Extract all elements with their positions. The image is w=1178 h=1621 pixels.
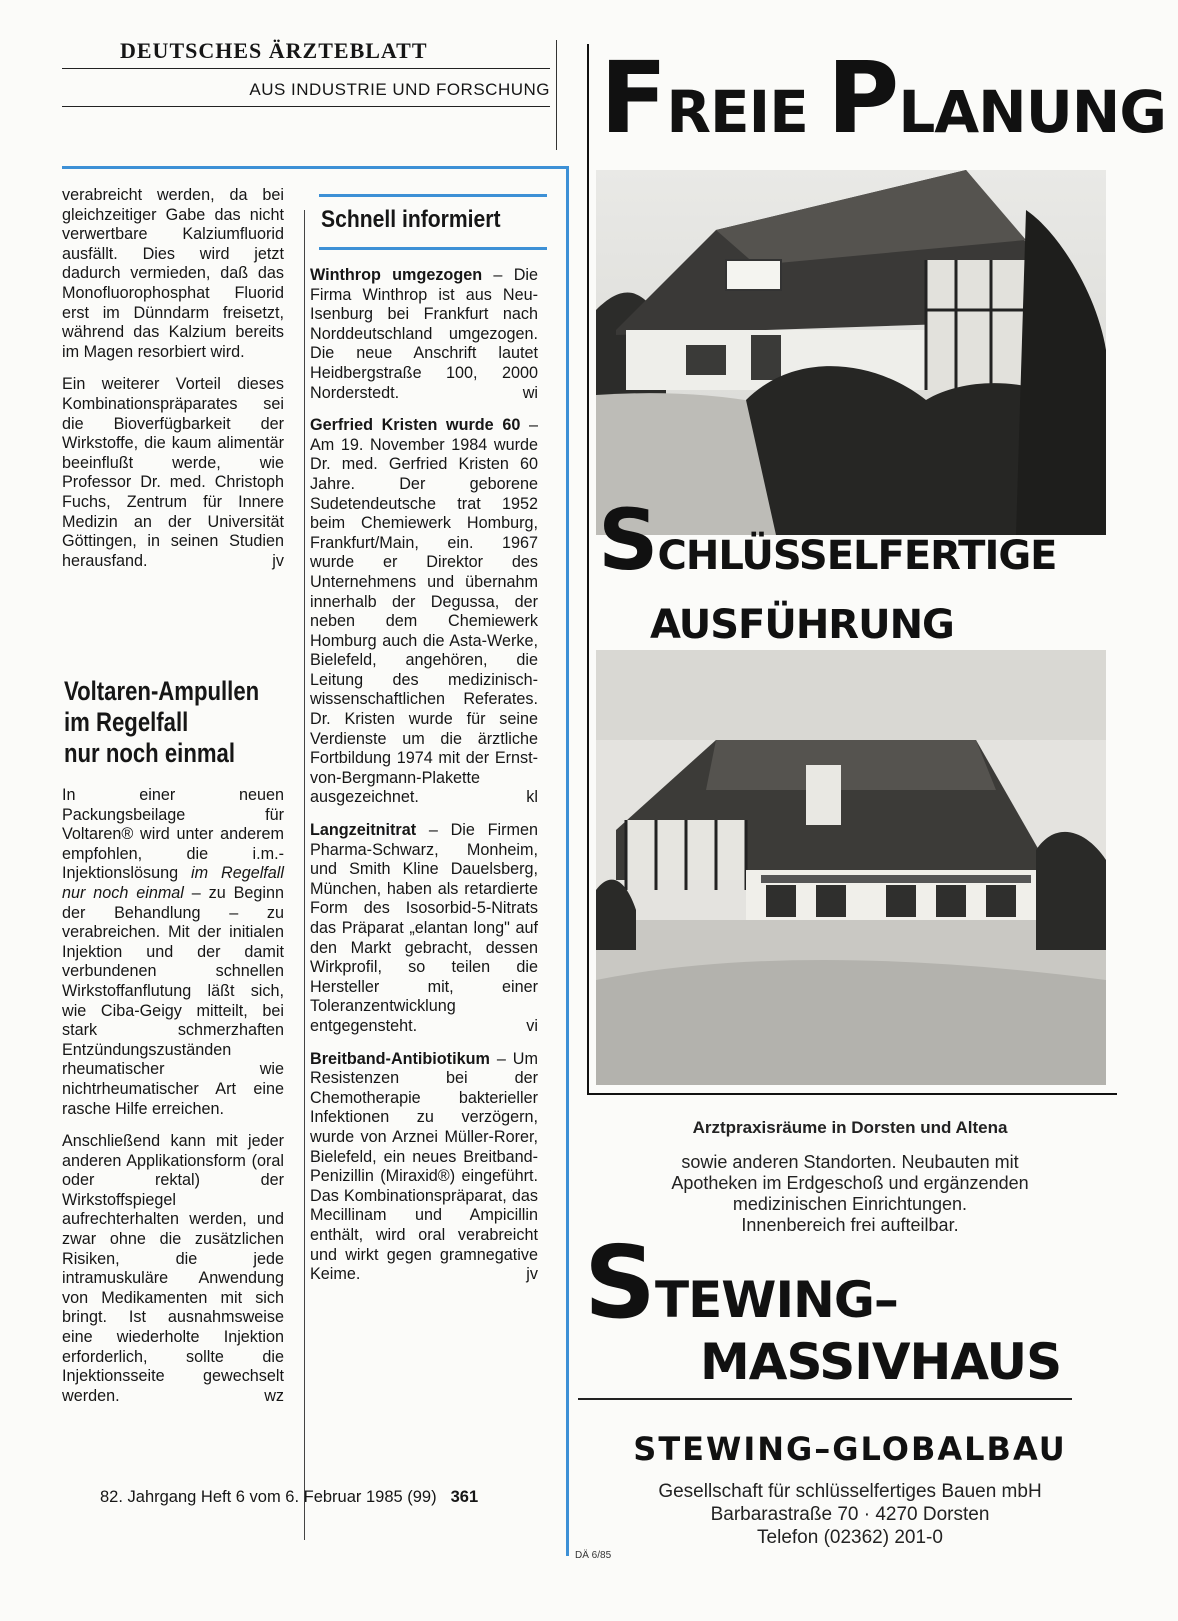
ad-code: DÄ 6/85: [575, 1550, 612, 1561]
page-footer: [100, 1488, 478, 1507]
page-divider: [556, 40, 557, 150]
box-rule-top: [319, 194, 547, 197]
house-photo-1-graphic: [596, 170, 1106, 535]
company-address: Barbarastraße 70 · 4270 Dorsten: [710, 1504, 990, 1525]
blue-frame-right: [566, 166, 569, 1556]
column-separator: [304, 210, 305, 1540]
issue-info: 82. Jahrgang Heft 6 vom 6. Februar 1985 (99): [100, 1488, 437, 1506]
news-item: [310, 1050, 538, 1285]
author-signature: wz: [264, 1386, 284, 1405]
ad-text-line: Innenbereich frei aufteilbar.: [741, 1215, 959, 1235]
news-item-title: Breitband-Antibiotikum: [310, 1049, 490, 1068]
headline-line: im Regelfall: [64, 707, 189, 737]
house-photo-1: [596, 170, 1106, 535]
headline-line: nur noch einmal: [64, 738, 235, 768]
ad-contact: [590, 1480, 1110, 1549]
paragraph: verabreicht werden, da bei gleichzeitiger Gabe das nicht verwertbare Kalziumfluorid ausfällt. Dies wird jetzt dadurch vermieden, daß das Monofluorophosphat Fluorid erst im Dünndarm freisetzt, während das Kalzium bereits im Magen resorbiert wird.: [62, 186, 284, 361]
journal-title: DEUTSCHES ÄRZTEBLATT: [120, 38, 428, 63]
ad-subtitle: Arztpraxisräume in Dorsten und Altena: [692, 1118, 1008, 1137]
section-title: AUS INDUSTRIE UND FORSCHUNG: [249, 80, 550, 99]
news-item-text: – Um Resistenzen bei der Chemotherapie bakterieller Infektionen zu verzögern, wurde von Arznei Müller-Rorer, Bielefeld, ein neues Breitband-Penizillin (Miraxid®) eingeführt. Das Kombinationspräparat, das Mecillinam und Ampicillin enthält, wird oral verabreicht und wirkt gegen gramnegative Keime.: [310, 1049, 538, 1284]
initial-letter: F: [600, 41, 667, 156]
ad-globalbau: STEWING–GLOBALBAU: [633, 1430, 1067, 1468]
column-left-top: [62, 186, 284, 584]
news-item-title: Langzeitnitrat: [310, 821, 417, 840]
header-rule-top: [62, 68, 550, 69]
news-item-title: Winthrop umgezogen: [310, 266, 483, 284]
ad-border-left: [587, 44, 589, 1094]
news-item-text: – Die Firma Winthrop ist aus Neu-Isenburg bei Frankfurt nach Norddeutschland umgezogen. Die neue Anschrift lautet Heidbergstraße 100, 2000 Norderstedt.: [310, 266, 538, 402]
initial-letter: P: [827, 41, 899, 156]
house-photo-2: [596, 650, 1106, 1085]
paragraph-text: – zu Beginn der Behandlung – zu verabreichen. Mit der initialen Injektion und der damit verbundenen schnellen Wirkstoffanflutung läßt sich, wie Ciba-Geigy mitteilt, bei stark schmerzhaften Entzündungszuständen rheumatischer wie nichtrheumatischer Art eine rasche Hilfe erreichen.: [62, 883, 285, 1118]
paragraph-text: Ein weiterer Vorteil dieses Kombinationspräparates sei die Bioverfügbarkeit der Wirkstoffe, die kaum alimentär beeinflußt werde, wie Professor Dr. med. Christoph Fuchs, Zentrum für Innere Medizin an der Universität Göttingen, in seinen Studien herausfand.: [62, 375, 284, 570]
article-headline: [64, 676, 261, 769]
ad-rule: [578, 1398, 1072, 1400]
paragraph: [62, 375, 284, 571]
ad-headline-freie-planung: [600, 41, 1166, 159]
paragraph-text: In einer neuen Packungsbeilage für Voltaren® wird unter anderem empfohlen, die i.m.-Injektionslösung: [62, 786, 284, 883]
ad-brand-stewing: [584, 1224, 898, 1345]
box-rule-bottom: [319, 247, 547, 250]
ad-description: [590, 1152, 1110, 1236]
company-name: Gesellschaft für schlüsselfertiges Bauen mbH: [658, 1481, 1042, 1502]
author-signature: jv: [272, 551, 284, 570]
news-item: [310, 266, 538, 403]
initial-letter: S: [584, 1224, 656, 1341]
news-item: [310, 416, 538, 808]
ad-text-line: sowie anderen Standorten. Neubauten mit: [681, 1152, 1019, 1172]
author-signature: jv: [526, 1265, 538, 1284]
column-left-bottom: [62, 786, 284, 1419]
ad-headline-ausfuehrung: AUSFÜHRUNG: [650, 602, 954, 648]
ad-border-bottom: [587, 1093, 1117, 1095]
author-signature: vi: [526, 1016, 538, 1035]
headline-line: Voltaren-Ampullen: [64, 676, 260, 706]
header-rule-bottom: [62, 106, 550, 107]
emphasis-text: im Regelfall nur noch einmal: [62, 864, 284, 902]
paragraph: [62, 786, 284, 1119]
news-item-text: – Die Firmen Pharma-Schwarz, Monheim, und Smith Kline Dauelsberg, München, haben als retardierte Form des Isosorbid-5-Nitrats das Präparat „elantan long" auf den Markt gebracht, dessen Wirkprofil, so teilen die Hersteller mit, einer Toleranzentwicklung entgegensteht.: [310, 821, 538, 1035]
author-signature: kl: [526, 788, 538, 807]
news-item-title: Gerfried Kristen wurde 60: [310, 416, 521, 435]
ad-headline-schluesselfertige: [598, 491, 1057, 589]
blue-frame-top: [62, 166, 568, 169]
author-signature: wi: [522, 383, 538, 402]
ad-text-line: medizinischen Einrichtungen.: [732, 1194, 968, 1214]
paragraph-text: Anschließend kann mit jeder anderen Applikationsform (oral oder rektal) der Wirkstoffspiegel aufrechterhalten werden, und zwar ohne die zusätzlichen Risiken, die jede intramuskuläre Anwendung von Medikamenten mit sich bringt. Ist ausnahmsweise eine wiederholte Injektion erforderlich, sollte die Injektionsseite gewechselt werden.: [62, 1132, 284, 1405]
company-phone: Telefon (02362) 201-0: [757, 1527, 943, 1548]
paragraph: [62, 1132, 284, 1406]
house-photo-2-graphic: [596, 650, 1106, 1085]
news-column: [310, 266, 538, 1298]
initial-letter: S: [598, 491, 658, 589]
headline-word: REIE: [666, 78, 808, 146]
box-title: Schnell informiert: [321, 206, 501, 233]
brand-word: TEWING–: [655, 1271, 898, 1329]
page-number: 361: [450, 1488, 479, 1506]
headline-word: LANUNG: [898, 78, 1166, 146]
ad-brand-massivhaus: MASSIVHAUS: [700, 1333, 1062, 1391]
ad-text-line: Apotheken im Erdgeschoß und ergänzenden: [671, 1173, 1029, 1193]
headline-word: CHLÜSSELFERTIGE: [657, 533, 1057, 579]
news-item-text: – Am 19. November 1984 wurde Dr. med. Gerfried Kristen 60 Jahre. Der geborene Sudetendeutsche trat 1952 beim Chemiewerk Homburg, Frankfurt/Main, ein. 1967 wurde er Direktor des Unternehmens und übernahm innerhalb der Degussa, der neben dem Chemiewerk Homburg auch die Asta-Werke, Bielefeld, angehören, die Leitung des medizinisch-wissenschaftlichen Referates. Dr. Kristen wurde für seine Verdienste um die ärztliche Fortbildung 1974 mit der Ernst-von-Bergmann-Plakette ausgezeichnet.: [310, 416, 538, 807]
news-item: [310, 821, 538, 1037]
